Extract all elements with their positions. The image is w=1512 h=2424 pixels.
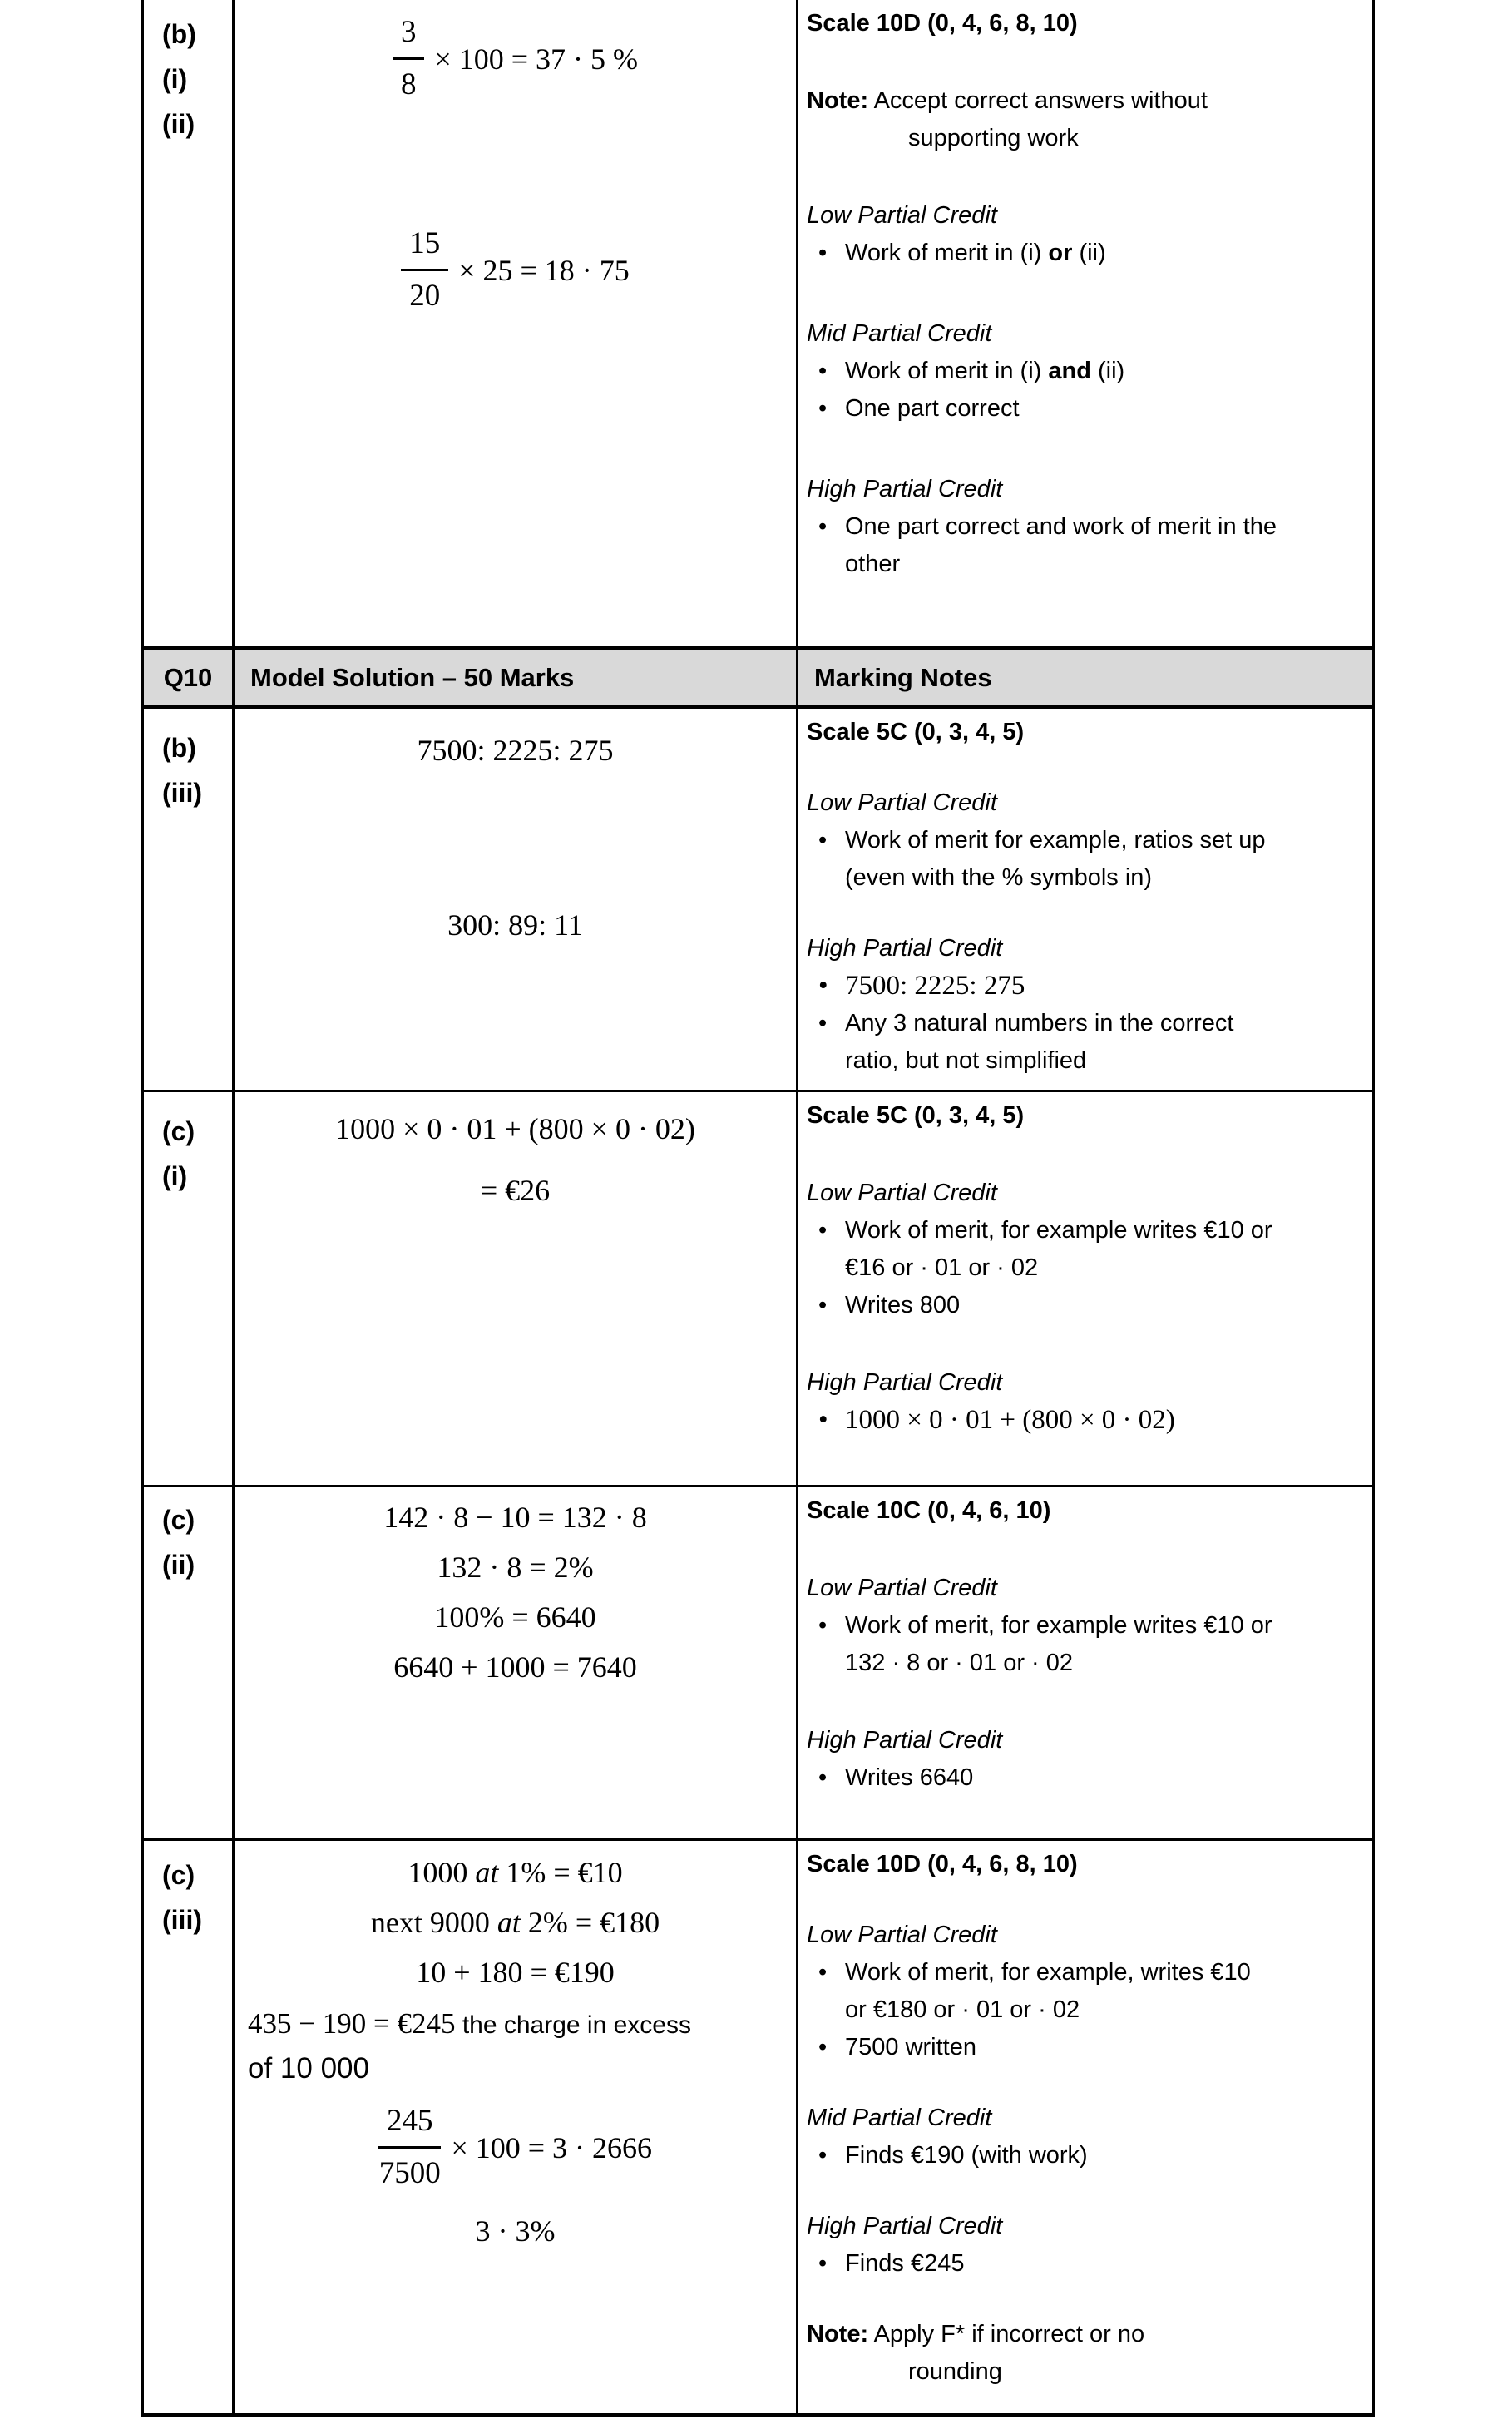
solution-line: 300: 89: 11 — [447, 908, 583, 942]
solution-line — [235, 1848, 796, 1897]
question-label-cell — [144, 1841, 235, 2413]
credit-heading-high: High Partial Credit — [807, 476, 1003, 502]
credit-heading-low: Low Partial Credit — [807, 1922, 997, 1948]
equation-rhs: × 100 = 37 · 5 % — [434, 42, 639, 76]
fraction-denominator: 7500 — [378, 2156, 441, 2190]
note-line — [807, 82, 1354, 120]
credit-heading-high: High Partial Credit — [807, 935, 1003, 962]
solution-line: 1000 × 0 · 01 + (800 × 0 · 02) — [335, 1112, 695, 1145]
part-label: (ii) — [162, 1550, 195, 1580]
equation-fraction — [235, 225, 796, 315]
bullet-item — [807, 235, 1354, 272]
credit-heading-high: High Partial Credit — [807, 2213, 1003, 2239]
fraction — [378, 2102, 442, 2193]
fraction — [401, 225, 448, 315]
spacer — [807, 1682, 1354, 1722]
model-solution-cell — [235, 1092, 798, 1485]
scale-heading: Scale 10D (0, 4, 6, 8, 10) — [807, 10, 1078, 37]
header-marking-notes: Marking Notes — [814, 662, 992, 692]
solution-line: 132 · 8 = 2% — [437, 1551, 594, 1584]
credit-heading-low: Low Partial Credit — [807, 202, 997, 229]
fraction-numerator: 3 — [393, 13, 425, 60]
credit-heading-mid: Mid Partial Credit — [807, 320, 992, 347]
math-italic: at — [497, 1906, 521, 1939]
bullet-item-math: • 7500: 2225: 275 — [807, 967, 1354, 1005]
marking-notes-cell — [798, 1487, 1372, 1838]
fraction-denominator: 8 — [400, 67, 417, 101]
spacer — [235, 1154, 796, 1165]
bullet-text: Work of merit in (i) — [845, 240, 1049, 266]
bullet-item-line2: other — [845, 551, 901, 577]
note-label: Note: — [807, 87, 869, 114]
bullet-item: • 7500 written — [807, 2029, 1354, 2066]
credit-heading-high: High Partial Credit — [807, 1727, 1003, 1754]
math-text: next 9000 — [370, 1906, 497, 1939]
solution-line: 7500: 2225: 275 — [417, 734, 614, 767]
part-label: (b) — [162, 19, 196, 49]
scale-heading: Scale 5C (0, 3, 4, 5) — [807, 1102, 1025, 1129]
credit-heading-high: High Partial Credit — [807, 1369, 1003, 1396]
solution-line: 100% = 6640 — [434, 1600, 596, 1634]
credit-heading-low: Low Partial Credit — [807, 1180, 997, 1206]
bullet-item: • Finds €245 — [807, 2245, 1354, 2283]
plain-text: the charge in excess — [455, 2011, 691, 2039]
question-label-cell — [144, 1487, 235, 1838]
row-b-i-ii — [144, 0, 1372, 650]
marking-notes-cell — [798, 0, 1372, 646]
bullet-item-line2: (even with the % symbols in) — [845, 864, 1153, 891]
spacer — [807, 1324, 1354, 1364]
bullet-item: • One part correct — [807, 390, 1354, 428]
spacer — [807, 1135, 1354, 1175]
part-label: (iii) — [162, 1905, 202, 1935]
math-text: 1% = €10 — [498, 1856, 623, 1889]
solution-line-left: of 10 000 — [248, 2052, 369, 2085]
spacer — [807, 751, 1354, 784]
bullet-item: • Work of merit, for example, writes €10 — [807, 1954, 1354, 1991]
row-c-ii — [144, 1487, 1372, 1841]
bullet-item-line2: or €180 or · 01 or · 02 — [845, 1996, 1080, 2023]
bullet-item-math: • 1000 × 0 · 01 + (800 × 0 · 02) — [807, 1402, 1354, 1439]
model-solution-cell — [235, 1487, 798, 1838]
credit-heading-low: Low Partial Credit — [807, 789, 997, 816]
question-label-cell — [144, 709, 235, 1090]
row-b-iii — [144, 709, 1372, 1092]
part-label: (c) — [162, 1505, 195, 1535]
model-solution-cell — [235, 1841, 798, 2413]
bullet-text: (ii) — [1072, 240, 1106, 266]
fraction-numerator: 245 — [378, 2102, 442, 2149]
spacer — [807, 428, 1354, 471]
equation-fraction — [235, 13, 796, 104]
spacer — [807, 2283, 1354, 2316]
note-text: Apply F* if incorrect or no — [868, 2321, 1145, 2347]
scale-heading: Scale 10D (0, 4, 6, 8, 10) — [807, 1851, 1078, 1877]
equation-fraction — [235, 2102, 796, 2193]
part-label: (c) — [162, 1116, 195, 1146]
row-c-i — [144, 1092, 1372, 1487]
bullet-item: • Any 3 natural numbers in the correct — [807, 1005, 1354, 1042]
bullet-item: • Writes 6640 — [807, 1759, 1354, 1797]
bullet-item-line2: €16 or · 01 or · 02 — [845, 1254, 1039, 1281]
equation-rhs: × 100 = 3 · 2666 — [451, 2130, 653, 2164]
part-label: (i) — [162, 64, 188, 94]
equation-rhs: × 25 = 18 · 75 — [458, 253, 630, 287]
question-label-cell — [144, 0, 235, 646]
solution-line: 6640 + 1000 = 7640 — [393, 1650, 637, 1684]
table-header-row — [144, 650, 1372, 709]
spacer — [235, 104, 796, 225]
solution-line: 142 · 8 − 10 = 132 · 8 — [383, 1501, 647, 1534]
part-label: (iii) — [162, 778, 202, 808]
part-label: (b) — [162, 733, 196, 763]
math-italic: at — [475, 1856, 499, 1889]
bullet-item: • Finds €190 (with work) — [807, 2137, 1354, 2174]
spacer — [807, 2066, 1354, 2100]
bullet-item: • Work of merit for example, ratios set up — [807, 822, 1354, 859]
marking-notes-cell — [798, 1841, 1372, 2413]
header-question: Q10 — [144, 650, 235, 705]
part-label: (c) — [162, 1860, 195, 1890]
row-c-iii — [144, 1841, 1372, 2417]
bullet-text: (ii) — [1090, 358, 1125, 384]
solution-line — [235, 1897, 796, 1947]
part-label: (i) — [162, 1161, 188, 1191]
model-solution-cell — [235, 0, 798, 646]
spacer — [807, 1530, 1354, 1570]
bullet-item — [807, 353, 1354, 390]
spacer — [807, 42, 1354, 82]
marking-notes-cell — [798, 1092, 1372, 1485]
scale-heading: Scale 10C (0, 4, 6, 10) — [807, 1497, 1051, 1524]
marking-scheme-table — [141, 0, 1375, 2417]
spacer — [807, 1883, 1354, 1917]
solution-line: = €26 — [480, 1174, 551, 1207]
bullet-item: • Work of merit, for example writes €10 or — [807, 1212, 1354, 1249]
part-label: (ii) — [162, 109, 195, 139]
spacer — [807, 157, 1354, 197]
credit-heading-mid: Mid Partial Credit — [807, 2105, 992, 2131]
solution-line: 3 · 3% — [475, 2214, 556, 2248]
math-text: 2% = €180 — [520, 1906, 660, 1939]
note-text-line2: supporting work — [908, 125, 1079, 151]
bullet-bold: or — [1048, 240, 1073, 266]
note-text-line2: rounding — [908, 2358, 1002, 2385]
math-text: 435 − 190 = €245 — [248, 2007, 456, 2040]
credit-heading-low: Low Partial Credit — [807, 1575, 997, 1601]
model-solution-cell — [235, 709, 798, 1090]
marking-notes-cell — [798, 709, 1372, 1090]
bullet-item: • One part correct and work of merit in the — [807, 508, 1354, 546]
spacer — [807, 2174, 1354, 2208]
bullet-bold: and — [1048, 358, 1091, 384]
header-model-solution: Model Solution – 50 Marks — [235, 650, 798, 705]
bullet-text: Work of merit in (i) — [845, 358, 1049, 384]
spacer — [807, 272, 1354, 315]
bullet-item-line2: 132 · 8 or · 01 or · 02 — [845, 1650, 1074, 1676]
math-text: 1000 — [408, 1856, 476, 1889]
scale-heading: Scale 5C (0, 3, 4, 5) — [807, 719, 1025, 745]
fraction — [393, 13, 425, 104]
note-label: Note: — [807, 2321, 869, 2347]
spacer — [807, 897, 1354, 930]
note-text: Accept correct answers without — [868, 87, 1208, 114]
fraction-denominator: 20 — [409, 279, 441, 313]
question-label-cell — [144, 1092, 235, 1485]
spacer — [235, 775, 796, 900]
fraction-numerator: 15 — [401, 225, 448, 271]
note-line — [807, 2316, 1354, 2353]
bullet-item: • Work of merit, for example writes €10 or — [807, 1607, 1354, 1645]
solution-line: 10 + 180 = €190 — [416, 1956, 615, 1989]
bullet-item-line2: ratio, but not simplified — [845, 1047, 1087, 1074]
solution-line-left — [235, 2002, 796, 2047]
bullet-item: • Writes 800 — [807, 1287, 1354, 1324]
